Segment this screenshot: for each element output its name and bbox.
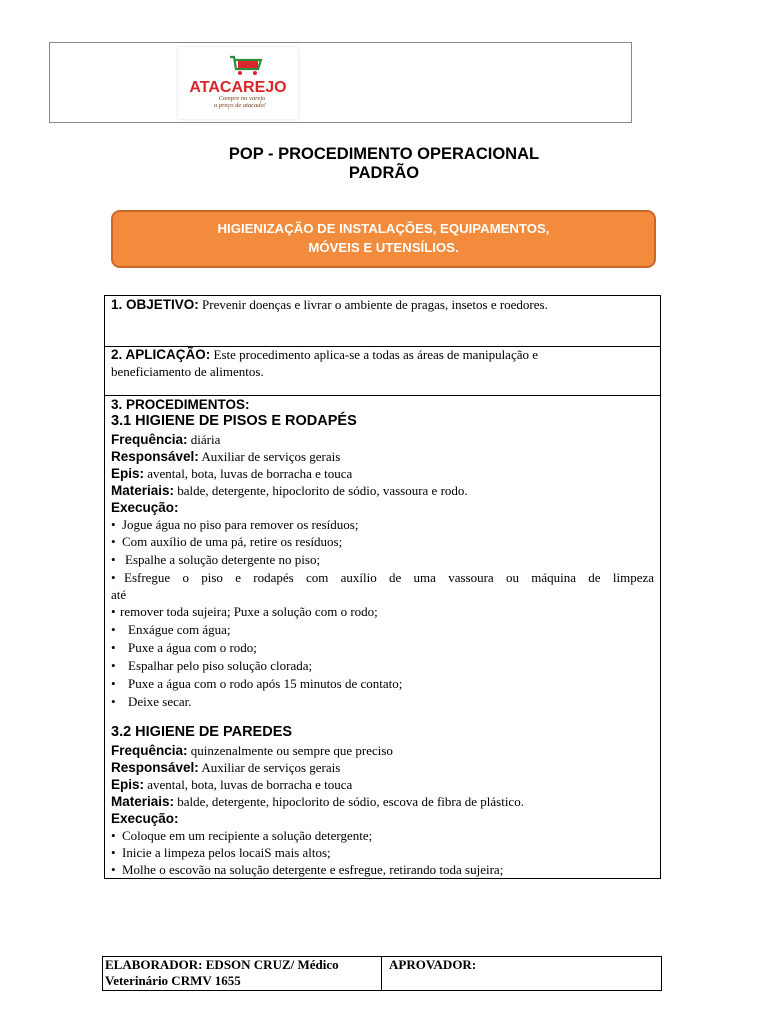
- procedimentos-heading: 3. PROCEDIMENTOS:: [111, 397, 250, 412]
- pisos-epis-value: avental, bota, luvas de borracha e touca: [147, 466, 353, 481]
- bullet-icon: •: [111, 517, 116, 532]
- pisos-step: [111, 639, 654, 656]
- banner-line1: HIGIENIZAÇÃO DE INSTALAÇÕES, EQUIPAMENTOS,: [217, 221, 550, 236]
- pisos-frequencia: [111, 431, 654, 448]
- bullet-icon: •: [111, 604, 116, 619]
- paredes-step-text: Coloque em um recipiente a solução detergente;: [122, 828, 373, 843]
- paredes-frequencia-label: Frequência:: [111, 743, 188, 758]
- aprovador-cell: APROVADOR:: [389, 957, 477, 972]
- pisos-step-text: Puxe a água com o rodo;: [128, 640, 257, 655]
- aplicacao-line1: [111, 346, 654, 363]
- paredes-materiais-value: balde, detergente, hipoclorito de sódio, escova de fibra de plástico.: [177, 794, 524, 809]
- paredes-responsavel-value: Auxiliar de serviços gerais: [201, 760, 341, 775]
- pisos-epis-label: Epis:: [111, 466, 145, 481]
- paredes-epis-label: Epis:: [111, 777, 145, 792]
- paredes-execucao-label: Execução:: [111, 811, 179, 826]
- logo-tagline-line2: a preço de atacado!: [214, 102, 266, 109]
- paredes-responsavel-label: Responsável:: [111, 760, 199, 775]
- paredes-step-text: Molhe o escovão na solução detergente e esfregue, retirando toda sujeira;: [122, 862, 504, 877]
- pisos-step-text: Jogue água no piso para remover os resíduos;: [122, 517, 359, 532]
- pisos-step-text: Espalhar pelo piso solução clorada;: [128, 658, 313, 673]
- paredes-materiais: [111, 793, 654, 810]
- bullet-icon: •: [111, 658, 116, 673]
- pisos-step: [111, 516, 654, 533]
- pisos-frequencia-label: Frequência:: [111, 432, 188, 447]
- document-title-line1: POP - PROCEDIMENTO OPERACIONAL: [228, 145, 540, 163]
- pisos-heading: 3.1 HIGIENE DE PISOS E RODAPÉS: [111, 413, 357, 429]
- pisos-materiais: [111, 482, 654, 499]
- logo-brand-text: ATACAREJO: [189, 79, 287, 96]
- pisos-step: [111, 551, 654, 568]
- paredes-heading: 3.2 HIGIENE DE PAREDES: [111, 724, 293, 740]
- pisos-step-text: Puxe a água com o rodo após 15 minutos de contato;: [128, 676, 403, 691]
- bullet-icon: •: [111, 640, 116, 655]
- paredes-epis: [111, 776, 654, 793]
- objetivo-text: Prevenir doenças e livrar o ambiente de pragas, insetos e roedores.: [202, 297, 548, 312]
- pisos-step: [111, 603, 654, 620]
- banner-line2: MÓVEIS E UTENSÍLIOS.: [308, 240, 459, 255]
- bullet-icon: •: [111, 534, 116, 549]
- pisos-step-text: Com auxílio de uma pá, retire os resíduos;: [122, 534, 343, 549]
- pisos-responsavel: [111, 448, 654, 465]
- paredes-step: [111, 827, 654, 844]
- elaborador-line1: ELABORADOR: EDSON CRUZ/ Médico: [105, 957, 339, 972]
- pisos-step-text: Espalhe a solução detergente no piso;: [125, 552, 321, 567]
- document-header-box: [49, 42, 632, 123]
- atacarejo-logo-graphic: [178, 47, 298, 119]
- pisos-materiais-value: balde, detergente, hipoclorito de sódio, vassoura e rodo.: [177, 483, 468, 498]
- pisos-step: [111, 675, 654, 692]
- procedimentos-row: [105, 396, 660, 878]
- paredes-step-text: Inicie a limpeza pelos locaiS mais altos;: [122, 845, 331, 860]
- pisos-step-text: Esfregue o piso e rodapés com auxílio de uma vassoura ou máquina de limpeza: [124, 570, 654, 585]
- bullet-icon: •: [111, 552, 116, 567]
- pisos-step: [111, 533, 654, 550]
- bullet-icon: •: [111, 828, 116, 843]
- elaborador-line2: Veterinário CRMV 1655: [105, 972, 241, 988]
- pisos-materiais-label: Materiais:: [111, 483, 175, 498]
- aplicacao-text-line2: beneficiamento de alimentos.: [111, 364, 264, 379]
- bullet-icon: •: [111, 570, 116, 585]
- aplicacao-text-line1: Este procedimento aplica-se a todas as áreas de manipulação e: [213, 347, 539, 362]
- pisos-step-text: remover toda sujeira; Puxe a solução com o rodo;: [120, 604, 378, 619]
- paredes-epis-value: avental, bota, luvas de borracha e touca: [147, 777, 353, 792]
- bullet-icon: •: [111, 862, 116, 877]
- pisos-epis: [111, 465, 654, 482]
- pisos-responsavel-value: Auxiliar de serviços gerais: [201, 449, 341, 464]
- paredes-step: [111, 844, 654, 861]
- procedure-banner: [111, 210, 656, 268]
- paredes-frequencia: [111, 742, 654, 759]
- objetivo-label: 1. OBJETIVO:: [111, 297, 199, 312]
- bullet-icon: •: [111, 676, 116, 691]
- pisos-frequencia-value: diária: [190, 432, 221, 447]
- bullet-icon: •: [111, 694, 116, 709]
- aplicacao-label: 2. APLICAÇÃO:: [111, 347, 211, 362]
- paredes-responsavel: [111, 759, 654, 776]
- pisos-step: [111, 657, 654, 674]
- paredes-frequencia-value: quinzenalmente ou sempre que preciso: [190, 743, 393, 758]
- logo-tagline-line1: Compre no varejo: [218, 95, 266, 102]
- pisos-step-text: Enxágue com água;: [128, 622, 231, 637]
- cart-icon: [230, 57, 261, 75]
- bullet-icon: •: [111, 845, 116, 860]
- pisos-responsavel-label: Responsável:: [111, 449, 199, 464]
- pisos-step: [111, 621, 654, 638]
- pisos-step: [111, 569, 654, 586]
- bullet-icon: •: [111, 622, 116, 637]
- aplicacao-row: [105, 347, 660, 396]
- procedure-table: [104, 295, 661, 879]
- pisos-step-text: Deixe secar.: [128, 694, 192, 709]
- atacarejo-logo: [178, 47, 298, 119]
- pisos-step-continuation: até: [111, 587, 127, 602]
- objetivo-line: [111, 296, 654, 313]
- signature-footer: [102, 956, 662, 991]
- pisos-step: [111, 693, 654, 710]
- pisos-execucao-label: Execução:: [111, 500, 179, 515]
- objetivo-row: [105, 296, 660, 347]
- paredes-step: [111, 861, 654, 878]
- document-title-line2: PADRÃO: [348, 164, 420, 182]
- paredes-materiais-label: Materiais:: [111, 794, 175, 809]
- elaborador-cell: [103, 957, 382, 990]
